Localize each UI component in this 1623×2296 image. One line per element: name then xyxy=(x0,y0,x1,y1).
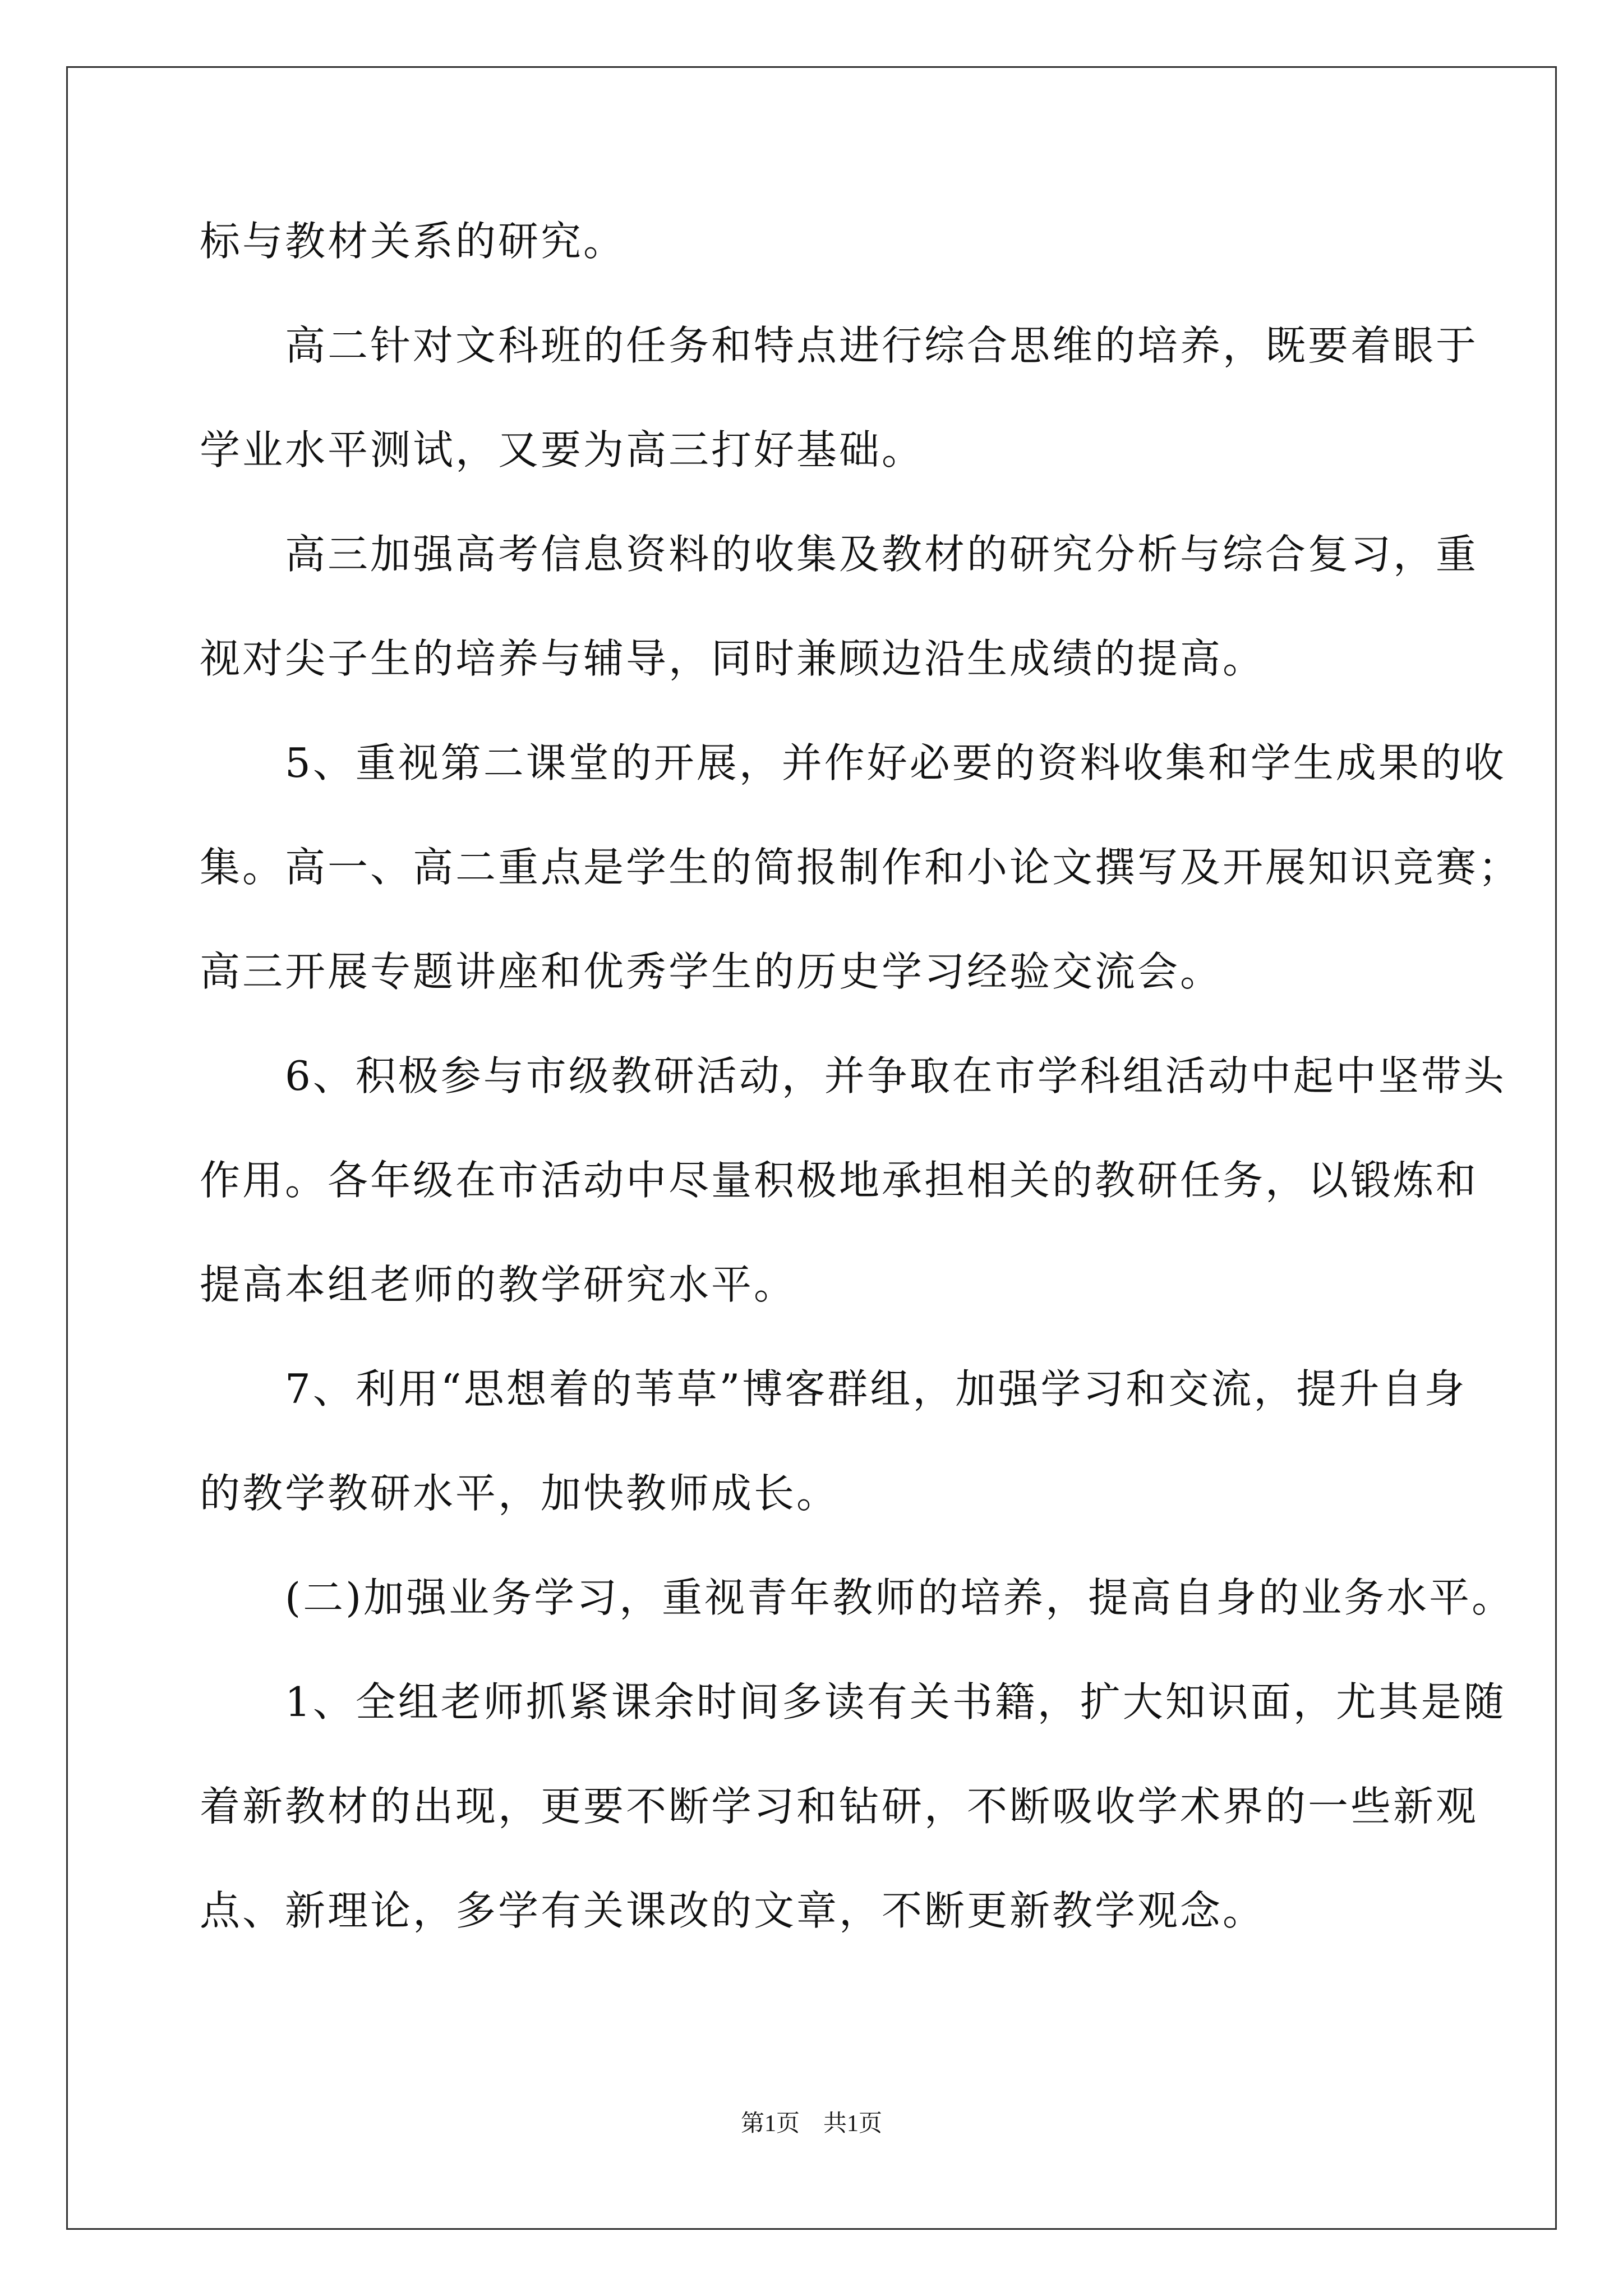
text-line: 学业水平测试，又要为高三打好基础。 xyxy=(200,426,925,473)
text-line: 点、新理论，多学有关课改的文章，不断更新教学观念。 xyxy=(200,1887,1266,1934)
page-number-footer: 第1页 共1页 xyxy=(740,2111,882,2137)
text-line: 视对尖子生的培养与辅导，同时兼顾边沿生成绩的提高。 xyxy=(200,635,1266,682)
text-line: 高二针对文科班的任务和特点进行综合思维的培养，既要着眼于 xyxy=(200,322,1479,369)
text-line: 作用。各年级在市活动中尽量积极地承担相关的教研任务，以锻炼和 xyxy=(200,1157,1479,1204)
text-line: 高三开展专题讲座和优秀学生的历史学习经验交流会。 xyxy=(200,948,1223,995)
text-line: 提高本组老师的教学研究水平。 xyxy=(200,1261,797,1308)
text-line: 6、积极参与市级教研活动，并争取在市学科组活动中起中坚带头 xyxy=(200,1052,1506,1099)
text-line: 7、利用“思想着的苇草”博客群组，加强学习和交流，提升自身 xyxy=(200,1365,1467,1412)
text-line: 1、全组老师抓紧课余时间多读有关书籍，扩大知识面，尤其是随 xyxy=(200,1678,1506,1726)
text-line: 着新教材的出现，更要不断学习和钻研，不断吸收学术界的一些新观 xyxy=(200,1783,1479,1830)
text-line: 的教学教研水平，加快教师成长。 xyxy=(200,1470,840,1517)
text-line: (二)加强业务学习，重视青年教师的培养，提高自身的业务水平。 xyxy=(200,1574,1515,1621)
text-line: 标与教材关系的研究。 xyxy=(200,218,626,265)
text-line: 5、重视第二课堂的开展，并作好必要的资料收集和学生成果的收 xyxy=(200,739,1506,786)
text-line: 集。高一、高二重点是学生的简报制作和小论文撰写及开展知识竞赛； xyxy=(200,844,1521,891)
text-line: 高三加强高考信息资料的收集及教材的研究分析与综合复习，重 xyxy=(200,531,1479,578)
